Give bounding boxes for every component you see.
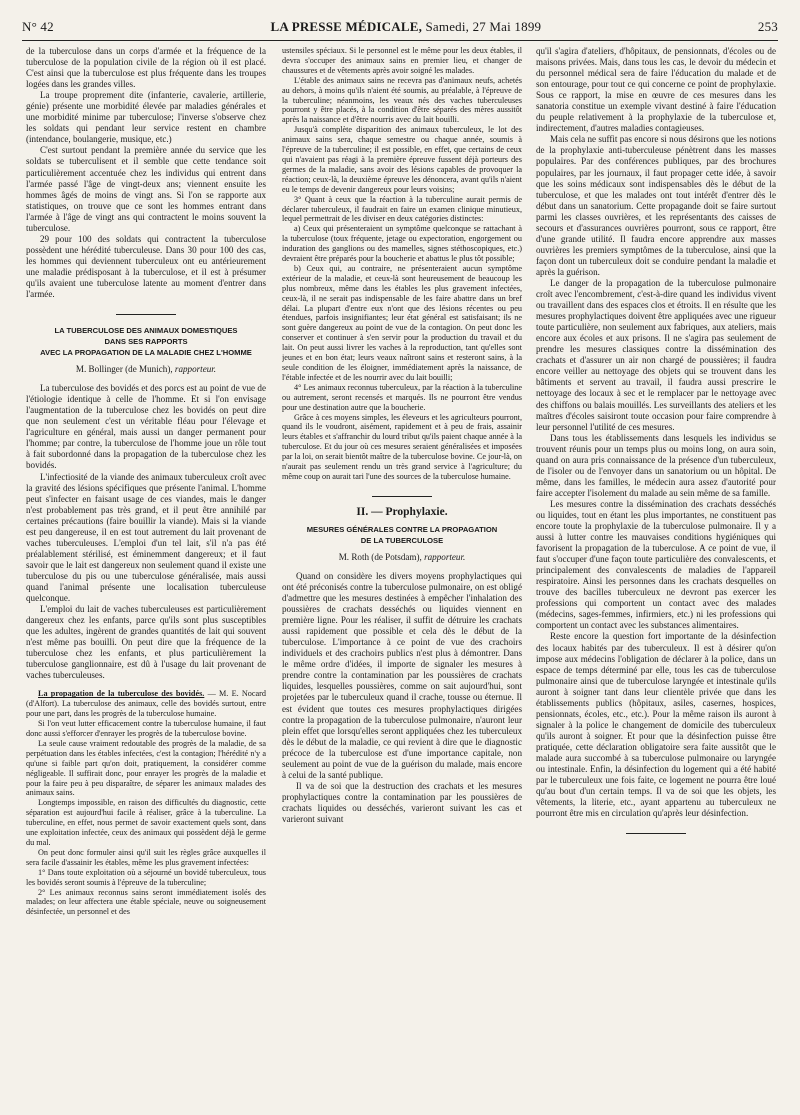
paragraph: Quand on considère les divers moyens prophylactiques qui ont été préconisés contre la tuberculose pulmonaire, on est obligé d'admettre que les mesures destinées à empêcher l'inhalation des poussières de crachats desséchés ou liquides viennent en première ligne. Pour les réaliser, il suffit de détruire les crachats aussi rapidement que possible et cela dès le début de la tuberculose. L'importance à ce point de vue des crachoirs individuels et des crachoirs publics n'est plus à démontrer. Dans le même ordre d'idées, il importe de signaler les mesures à prendre contre la contamination par les poussières de crachats liquides, lesquelles poussières, comme on sait aujourd'hui, sont projetées par le tuberculeux quand il crache, tousse ou éternue. Il est évident que toutes ces mesures prophylactiques dirigées contre la propagation de la tuberculose pulmonaire, n'auront leur plein effet que lorsqu'elles seront appliquées chez les tuberculeux dès le début de la maladie, ce qui revient à dire que le diagnostic précoce de la tuberculose est d'une importance capitale, non seulement au point de vue de la guérison du malade, mais encore à celui de la santé publique.	[282, 570, 522, 780]
part-title: II. — Prophylaxie.	[356, 505, 448, 518]
paragraph: ustensiles spéciaux. Si le personnel est le même pour les deux étables, il devra s'occuper des animaux sains en premier lieu, et changer de chaussures et de vêtements après avoir soigné les malades.	[282, 46, 522, 75]
abstract-title: La propagation de la tuberculose des bovidés.	[38, 689, 205, 699]
journal-title: LA PRESSE MÉDICALE,	[270, 19, 423, 34]
paragraph: 29 pour 100 des soldats qui contractent la tuberculose possèdent une hérédité tuberculeuse. Dans 30 pour 100 des cas, les hommes qui deviennent tuberculeux ont eu antérieurement une maladie prédisposant à la tuberculose, et il est à présumer qu'ils avaient une tuberculose latente au moment d'entrer dans l'armée.	[26, 233, 266, 300]
issue-date: Samedi, 27 Mai 1899	[425, 19, 542, 34]
paragraph	[26, 689, 266, 719]
paragraph: Jusqu'à complète disparition des animaux tuberculeux, le lot des animaux sains sera, chaque semestre ou chaque année, soumis à l'épreuve de la tuberculine; il est possible, en effet, que certains de ceux qui n'avaient pas réagi à la première épreuve fussent déjà porteurs des germes de la maladie, sans avoir des lésions capables de provoquer la réaction; ceux-là, la deuxième épreuve les dénoncera, avant qu'ils n'aient eu le temps de devenir dangereux pour leurs voisins;	[282, 125, 522, 194]
section-heading: DANS SES RAPPORTS	[104, 337, 188, 347]
column-right	[536, 46, 776, 1109]
paragraph: b) Ceux qui, au contraire, ne présenteraient aucun symptôme extérieur de la maladie, et ceux-là sont heureusement de beaucoup les plus nombreux, même dans les étables les plus gravement infectées, ceux-là, il ne serait pas indispensable de les faire abattre dans un bref délai. La plupart d'entre eux n'ont que des lésions récentes ou peu étendues, parfois insignifiantes; leur état général est satisfaisant; ils ne sont guère dangereux au point de vue de la contagion. On peut donc les conserver et continuer à s'en servir pour la production du travail et du lait. On peut aussi livrer les vaches à la reproduction, tant qu'elles sont jeunes et en bon état; leurs veaux naîtront sains et resteront sains, à la seule condition de les éloigner, immédiatement après la naissance, de l'étable infectée et de les nourrir avec du lait bouilli;	[282, 263, 522, 382]
paragraph: La troupe proprement dite (infanterie, cavalerie, artillerie, génie) présente une morbidité élevée par maladies générales et une morbidité minime par tuberculose; l'inverse s'observe chez les soldats qui pendant leur service restent en chambre (intendance, boulangerie, musique, etc.)	[26, 90, 266, 145]
section-divider	[372, 496, 432, 497]
paragraph: Dans tous les établissements dans lesquels les individus se trouvent réunis pour un temps plus ou moins long, on aura soin, quand on aura pris connaissance de la présence d'un tuberculeux, de l'isoler ou de l'envoyer dans un sanatorium ou un hôpital. De même, dans les familles, le médecin aura assez d'autorité pour faire accepter l'isolement du malade au sein même de sa famille.	[536, 432, 776, 498]
section-heading: LA TUBERCULOSE DES ANIMAUX DOMESTIQUES	[54, 326, 238, 336]
paragraph: Grâce à ces moyens simples, les éleveurs et les agriculteurs pourront, quand ils le voudront, aisément, rapidement et à peu de frais, assainir leurs étables et s'affranchir du lourd tribut qu'ils paient chaque année à la tuberculose. Et du jour où ces mesures seraient généralisées et imposées par la loi, on serait bientôt maître de la tuberculose bovine. Ce jour-là, on n'aurait pas seulement rendu un très grand service à l'agriculture; du même coup on aurait tari l'une des sources de la tuberculose humaine.	[282, 412, 522, 481]
header-rule	[22, 40, 778, 41]
section-heading: MESURES GÉNÉRALES CONTRE LA PROPAGATION	[306, 524, 498, 534]
section-heading: DE LA TUBERCULOSE	[360, 535, 444, 545]
paragraph: La tuberculose des bovidés et des porcs est au point de vue de l'étiologie identique à celle de l'homme. Et si l'on envisage l'augmentation de la tuberculose chez les bovidés on peut dire que non seulement c'est un véritable fléau pour l'élevage et l'agriculture en général, mais aussi un danger permanent pour l'homme; par contre, la tuberculose de l'homme joue un rôle tout à fait subordonné dans la propagation de la tuberculose chez les bovidés.	[26, 383, 266, 471]
column-left	[26, 46, 266, 1109]
section-heading: AVEC LA PROPAGATION DE LA MALADIE CHEZ L'HOMME	[40, 348, 252, 358]
paragraph: 2° Les animaux reconnus sains seront immédiatement isolés des malades; on leur affectera une étable spéciale, neuve ou soigneusement désinfectée, un personnel et des	[26, 887, 266, 917]
rapporteur-byline: M. Bollinger (de Munich), rapporteur.	[75, 364, 217, 375]
paragraph: Longtemps impossible, en raison des difficultés du diagnostic, cette séparation est aujourd'hui facile à réaliser, grâce à la tuberculine. La tuberculine, en effet, nous permet de savoir exactement quels sont, dans une exploitation infectée, ceux des animaux qui possèdent déjà le germe du mal.	[26, 798, 266, 847]
abstract-intro: — M. E. Nocard (d'Alfort). La tuberculose des animaux, celle des bovidés surtout, entre pour une part, dans les progrès de la tuberculose humaine.	[26, 689, 266, 719]
section-divider	[626, 833, 686, 834]
paragraph: On peut donc formuler ainsi qu'il suit les règles grâce auxquelles il sera facile d'assainir les étables, même les plus gravement infectées:	[26, 847, 266, 867]
paragraph: 1° Dans toute exploitation où a séjourné un bovidé tuberculeux, tous les bovidés seront soumis à l'épreuve de la tuberculine;	[26, 867, 266, 887]
paragraph: a) Ceux qui présenteraient un symptôme quelconque se rattachant à la tuberculose (toux fréquente, jetage ou expectoration, engorgement ou induration des ganglions ou des mamelles, signes stéthoscopiques, etc.) devraient être préparés pour la boucherie et abattus le plus tôt possible;	[282, 224, 522, 264]
page-header	[22, 14, 778, 40]
paragraph: C'est surtout pendant la première année du service que les soldats se tuberculisent et il semble que cette tendance soit particulièrement accentuée chez les individus qui entrent dans l'armée passé l'âge de vingt-deux ans; viennent ensuite les hommes âgés de moins de vingt ans. Si l'on se rapporte aux statistiques, on trouve que ce sont les hommes entrant dans l'armée à l'âge de vingt ans qui contractent le moins souvent la tuberculose.	[26, 145, 266, 233]
paragraph: Mais cela ne suffit pas encore si nous désirons que les notions de la prophylaxie anti-tuberculeuse pénètrent dans les masses populaires. Par des conférences publiques, par des brochures populaires, par les journaux, il faut propager cette idée, à savoir que les soins médicaux sont indispensables dès le début de la tuberculose, et que les malades ont tout intérêt d'entrer dès le début dans un sanatorium. Cette propagande doit se faire surtout parmi les classes ouvrières, et les représentants des caisses de secours et d'assurances ouvrières pourront, sous ce rapport, être d'une grande utilité. Il faudra encore apprendre aux masses ouvrières les premiers symptômes de la tuberculose, ainsi que la façon dont un tuberculeux doit se conduire pendant la maladie et après la guérison.	[536, 134, 776, 277]
paragraph: L'emploi du lait de vaches tuberculeuses est particulièrement dangereux chez les enfants, parce qu'ils sont plus susceptibles que les adultes, ingèrent de grandes quantités de lait qui souvent n'est même pas bouilli. On peut dire que la fréquence de la tuberculose chez les enfants, et plus particulièrement la tuberculose ganglionnaire, est dû à l'usage du lait provenant de vaches tuberculeuses.	[26, 604, 266, 681]
nocard-abstract	[26, 689, 266, 917]
paragraph: L'étable des animaux sains ne recevra pas d'animaux neufs, achetés au dehors, à moins qu'ils n'aient été soumis, au préalable, à l'épreuve de la tuberculine; néanmoins, les veaux nés des vaches tuberculeuses pourront y être placés, à la condition d'être séparés des mères aussitôt après la naissance et d'être nourris avec du lait bouilli.	[282, 75, 522, 125]
paragraph: Si l'on veut lutter efficacement contre la tuberculose humaine, il faut donc aussi s'efforcer d'enrayer les progrès de la tuberculose bovine.	[26, 719, 266, 739]
paragraph: Les mesures contre la dissémination des crachats desséchés ou liquides, tout en étant les plus importantes, ne constituent pas encore toute la prophylaxie de la tuberculose pulmonaire. Il y a aussi à lutter contre les mauvaises conditions hygiéniques qui favorisent la propagation de la tuberculose. A ce point de vue, il faut s'occuper d'une façon toute particulière des convalescents, et principalement des convalescents de maladies de l'appareil respiratoire. Ainsi les personnes dans les crachats desquelles on trouve des bacilles tuberculeux ne devront pas exercer les professions qui comportent un contact avec des malades (médecins, sages-femmes, infirmiers, etc.) ni les professions qui comportent un contact avec les substances alimentaires.	[536, 498, 776, 631]
rapporteur-byline: M. Roth (de Potsdam), rapporteur.	[338, 551, 466, 562]
paragraph: Le danger de la propagation de la tuberculose pulmonaire croît avec l'encombrement, c'est-à-dire quand les individus vivent ou travaillent dans des espaces clos et étroits. Il en résulte que les mesures prophylactiques doivent être appliquées avec une rigueur toute particulière, non seulement aux fabriques, aux ateliers, mais encore aux écoles et aux prisons. Il ne s'agira pas seulement de prendre les mesures classiques contre la dissémination des crachats et d'assurer un air non chargé de poussières; il faudra encore veiller au nettoyage des objets qui se trouvent dans les bâtiments et servent au travail, il faudra aussi prescrire le nettoyage des locaux à sec et le remplacer par le nettoyage avec des chiffons ou balais mouillés. Les surveillants des ateliers et les maîtres d'écoles saisiront toute occasion pour faire comprendre à leur personnel l'utilité de ces mesures.	[536, 277, 776, 432]
paragraph: L'infectiosité de la viande des animaux tuberculeux croît avec la gravité des lésions spécifiques que présente l'animal. L'homme peut s'infecter en faisant usage de ces viandes, mais le danger n'est probablement pas très grand, et il peut être annihilé par certaines précautions (faire bouillir la viande). Mais si la viande est peu dangereuse, il en est tout autrement du lait provenant de vaches tuberculeuses. L'emploi d'un tel lait, s'il n'a pas été préalablement stérilisé, est éminemment dangereux; et il faut savoir que le lait est dangereux non seulement quand il existe une tuberculose du pis ou une tuberculose généralisée, mais aussi quand l'animal présente une localisation tuberculeuse quelconque.	[26, 471, 266, 604]
column-middle	[282, 46, 522, 1109]
page-number: 253	[757, 19, 778, 34]
paragraph: de la tuberculose dans un corps d'armée et la fréquence de la tuberculose de la population civile de la région où il est placé. C'est ainsi que la tuberculose est plus fréquente dans les troupes logées dans les grandes villes.	[26, 46, 266, 90]
issue-number: N° 42	[22, 19, 54, 34]
section-divider	[116, 314, 176, 315]
paragraph: Il va de soi que la destruction des crachats et les mesures prophylactiques contre la contamination par les poussières de crachats liquides ou desséchés, varieront suivant les cas et varieront suivant	[282, 780, 522, 824]
paragraph: qu'il s'agira d'ateliers, d'hôpitaux, de pensionnats, d'écoles ou de maisons privées. Mais, dans tous les cas, le devoir du médecin et du personnel médical sera de faire l'éducation du malade et de son entourage, pour tout ce qui concerne ce point de prophylaxie. Sous ce rapport, la mise en œuvre de ces mesures dans les sanatoria constitue un exemple vivant destiné à faire l'éducation du peuple relativement à la prophylaxie de la tuberculose et, indirectement, d'autres maladies contagieuses.	[536, 46, 776, 134]
nocard-abstract-continued	[282, 46, 522, 482]
journal-title-line	[271, 19, 542, 35]
paragraph: La seule cause vraiment redoutable des progrès de la maladie, de sa perpétuation dans les étables infectées, c'est la contagion; l'hérédité n'y a qu'une si faible part qu'on doit, pratiquement, la considérer comme négligeable. Il suffirait donc, pour enrayer les progrès de la maladie et pour la faire peu à peu disparaître, de séparer les animaux malades des animaux sains.	[26, 738, 266, 798]
paragraph: Reste encore la question fort importante de la désinfection des locaux habités par des tuberculeux. Il est à désirer qu'on impose aux médecins l'obligation de déclarer à la police, dans un espace de temps déterminé par elle, tous les cas de tuberculose pulmonaire ainsi que de tuberculose laryngée et intestinale qu'ils auront à soigner tant dans leur clientèle privée que dans les établissements publics (hôpitaux, asiles, casernes, hospices, pensionnats, écoles, etc., etc.). Pour la même raison ils auront à signaler à la police le changement de domicile des tuberculeux qu'ils auront à soigner. Et pour que la désinfection puisse être pratiquée, cette déclaration obligatoire sera faite aussitôt que le malade aura succombé à sa tuberculose pulmonaire ou laryngée ou intestinale. Enfin, la désinfection du logement qui a été habité par le tuberculeux une fois faite, ce logement ne pourra être loué qu'au bout d'un certain temps. Il va de soi que les objets, les vêtements, la literie, etc., ayant appartenu au tuberculeux ne pourront être mis en circulation qu'après leur désinfection.	[536, 631, 776, 819]
paragraph: 3° Quant à ceux que la réaction à la tuberculine aurait permis de déclarer tuberculeux, il faudrait en faire un examen clinique minutieux, lequel permettrait de les diviser en deux catégories distinctes:	[282, 194, 522, 224]
paragraph: 4° Les animaux reconnus tuberculeux, par la réaction à la tuberculine ou autrement, seront recensés et marqués. Ils ne pourront être vendus pour une destination autre que la boucherie.	[282, 382, 522, 412]
